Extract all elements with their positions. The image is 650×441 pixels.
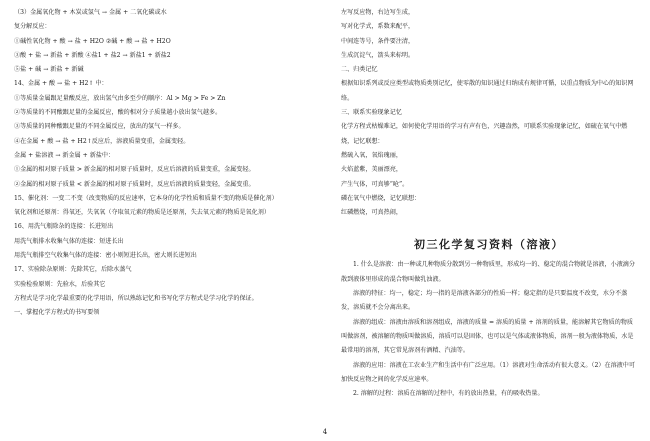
text-paragraph: 2. 溶解的过程：溶质在溶解的过程中，有的放出热量，有的吸收热量。	[353, 390, 544, 398]
text-paragraph: 溶液的特征：均一，稳定；均一指的是溶液各部分的性质一样；稳定指的是只要温度不改变，水分不蒸发，溶质就不会分离出来。	[341, 290, 628, 312]
text-line: 用洗气瓶排水收集气体的连接：短进长出	[14, 237, 124, 245]
text-line: 实验检验原则：先验水，后验其它	[14, 280, 106, 288]
text-line: ③等质量的同种酸跟足量的不同金属反应，放出的氢气一样多。	[14, 123, 185, 131]
right-column	[341, 6, 637, 401]
text-paragraph: 氧化剂和还原剂：得氧还，失氧氧（夺取氧元素的物质是还原剂，失去氧元素的物质是氧化剂）	[14, 209, 270, 217]
verse-line: 生成沉淀气，箭头来标明。	[341, 51, 415, 59]
section-heading: 一、掌握化学方程式的书写要领	[14, 309, 100, 317]
verse-line: 中间连等号，条件要注清，	[341, 37, 415, 45]
section-heading: 16、用洗气瓶除杂的连接：长进短出	[14, 223, 114, 231]
text-line: ①等质量金属跟足量酸反应，放出氢气由多至少的顺序：Al > Mg > Fe > Zn	[14, 94, 226, 102]
verse-line: 红磷燃烧，可真热闹，	[341, 209, 402, 217]
verse-line: 写对化学式，系数来配平，	[341, 23, 415, 31]
text-paragraph: 化学方程式枯燥难记，如何使化学用语的学习有声有色，兴趣盎然，可联系实验现象记忆，如硫在氧气中燃烧，记忆联想：	[341, 123, 628, 145]
text-line: ②等质量的不同酸跟足量的金属反应，酸的相对分子质量越小放出氢气越多。	[14, 109, 222, 117]
text-paragraph: ①金属的相对原子质量 > 新金属的相对原子质量时，反应后溶液的质量变重，金属变轻。	[14, 166, 255, 174]
text-paragraph: 根据知识系列或反应类型或物质类别记忆，使零散的知识通过归纳成有规律可循，以重点物质为中心的知识网络。	[341, 80, 634, 102]
section-heading: 17、实验除杂原则：先除其它，后除水蒸气	[14, 266, 132, 274]
text-paragraph: 1. 什么是溶液：由一种或几种物质分散到另一种物质里，形成均一的、稳定的混合物就是溶液，小液滴分散到液体里形成的混合物叫做乳浊液。	[341, 261, 635, 283]
text-paragraph: 溶液的组成：溶液由溶质和溶剂组成，溶液的质量 = 溶质的质量 + 溶剂的质量，能溶解其它物质的物质叫做溶剂，被溶解的物质叫做溶质，溶质可以是固体，也可以是气体或液体物质，溶剂一般为液体物质，水是最常用的溶剂，其它常见溶剂有酒精、汽油等。	[341, 318, 634, 355]
section-heading: 二、归类记忆	[341, 66, 378, 74]
section-heading: 三、联系实验现象记忆	[341, 109, 402, 117]
verse-line: 燃硫入氧，氧焰瑰丽，	[341, 151, 402, 159]
section-title: 初三化学复习资料（溶液）	[414, 238, 564, 252]
text-line: ④在金属 + 酸 → 盐 + H2↑反应后，溶液质量变重，金属变轻。	[14, 137, 190, 145]
verse-line: 左写反应物，右边写生成，	[341, 9, 415, 16]
section-heading: 15、催化剂：一变二不变（改变物质的反应速率，它本身的化学性质和质量不变的物质是催化剂）	[14, 194, 278, 202]
text-line: ③酸 + 盐 → 新盐 + 新酸 ④盐1 + 盐2 → 新盐1 + 新盐2	[14, 51, 171, 59]
text-paragraph: 方程式是学习化学最重要的化学用语，所以熟练记忆和书写化学方程式是学习化学的保证。	[14, 294, 258, 302]
verse-line: 产生气体，可真够“呛”。	[341, 180, 409, 188]
text-line: 用洗气瓶排空气收集气体的连接：密小则短进长出，密大则长进短出	[14, 252, 197, 260]
text-line: 复分解反应：	[14, 23, 51, 31]
verse-line: 火焰蓝紫，美丽漂亮，	[341, 166, 402, 174]
text-line: ①碱性氧化物 + 酸 → 盐 + H2O ②碱 + 酸 → 盐 + H2O	[14, 37, 171, 45]
page-number: 4	[322, 428, 328, 436]
section-heading: 14、金属 + 酸 → 盐 + H2↑ 中：	[14, 80, 108, 88]
text-line: ⑤盐 + 碱 → 新盐 + 新碱	[14, 66, 84, 74]
text-paragraph: 溶液的应用：溶液在工农业生产和生活中有广泛应用。（1）溶液对生命活动有很大意义。（2）在溶液中可加快反应物之间的化学反应速率。	[341, 361, 635, 383]
verse-line: 磷在氧气中燃烧，记忆联想：	[341, 194, 421, 202]
text-paragraph: ②金属的相对原子质量 < 新金属的相对原子质量时，反应后溶液的质量变轻，金属变重。	[14, 180, 255, 188]
text-line: 金属 + 盐溶液 → 新金属 + 新盐中：	[14, 151, 115, 159]
text-line: （3）金属氧化物 + 木炭或氢气 → 金属 + 二氧化碳或水	[14, 9, 167, 16]
left-column	[14, 6, 322, 321]
